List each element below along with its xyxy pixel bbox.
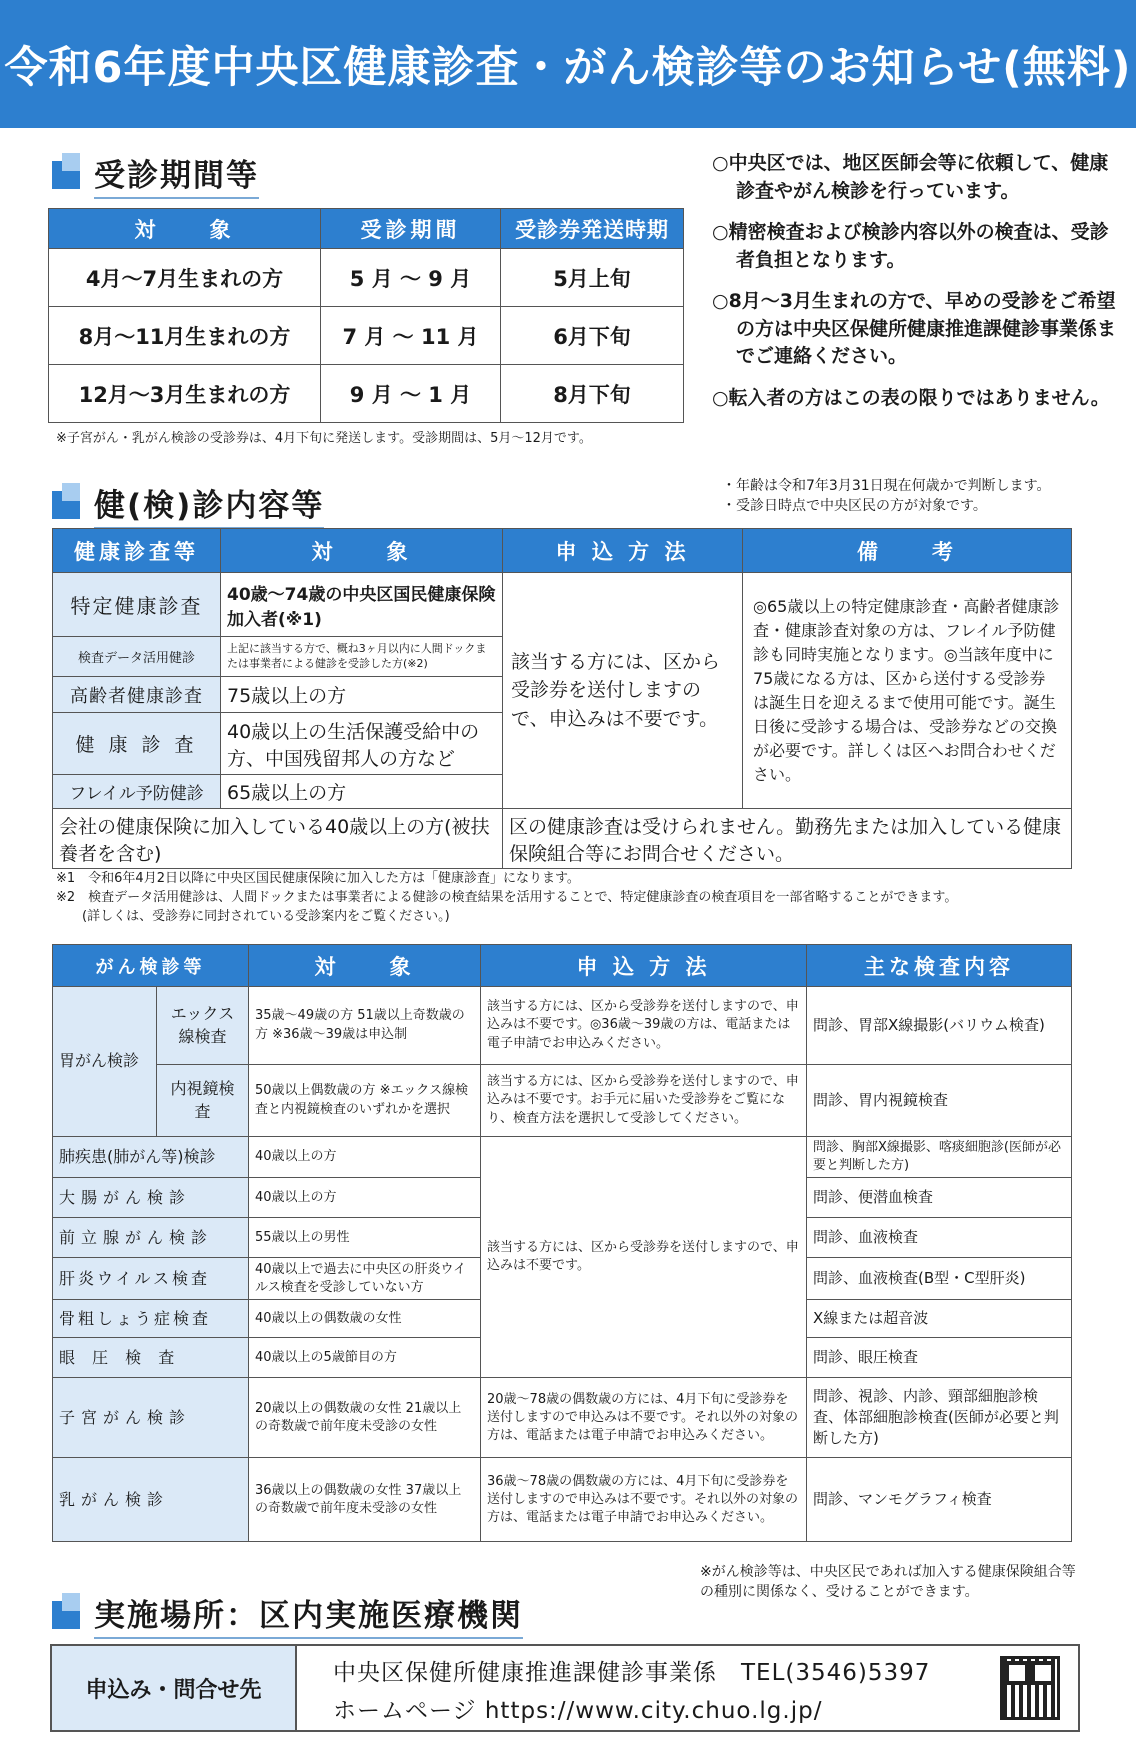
table-row: 12月～3月生まれの方 9 月 ～ 1 月 8月下旬 [49, 365, 684, 423]
table-row: 4月～7月生まれの方 5 月 ～ 9 月 5月上旬 [49, 249, 684, 307]
section-marker-icon [52, 1601, 80, 1629]
page-title: 令和6年度中央区健康診査・がん検診等のお知らせ(無料) [4, 42, 1132, 93]
exam-remarks: ◎65歳以上の特定健康診査・高齢者健康診査・健康診査対象の方は、フレイル予防健診も同時実施となります。◎当該年度中に75歳になる方は、区から送付する受診券は誕生日を迎えるまで使用可能です。誕生日後に受診する場合は、受診券などの交換が必要です。詳しくは区へお問合わせください。 [743, 573, 1072, 809]
table-row: 胃がん検診 エックス線検査 35歳～49歳の方 51歳以上奇数歳の方 ※36歳～39歳は申込制 該当する方には、区から受診券を送付しますので、申込みは不要です。◎36歳～39歳の方は、電話または電子申請でお申込みください。 問診、胃部X線撮影(バリウム検査) [53, 987, 1072, 1065]
section-marker-icon [52, 161, 80, 189]
table-row: 健 康 診 査 40歳以上の生活保護受給中の方、中国残留邦人の方など [53, 713, 1072, 775]
qr-code-icon[interactable] [1000, 1656, 1060, 1720]
info-item: ○精密検査および検診内容以外の検査は、受診者負担となります。 [712, 221, 1109, 271]
col-target: 対 象 [49, 209, 321, 249]
table-row: 前立腺がん検診 55歳以上の男性 問診、血液検査 [53, 1218, 1072, 1258]
section-marker-icon [52, 491, 80, 519]
table-row: 会社の健康保険に加入している40歳以上の方(被扶養者を含む) 区の健康診査は受けられません。勤務先または加入している健康保険組合等にお問合せください。 [53, 809, 1072, 869]
cancer-note: ※がん検診等は、中央区民であれば加入する健康保険組合等の種別に関係なく、受けることができます。 [700, 1564, 1076, 1601]
col-period: 受診期間 [321, 209, 501, 249]
table-row: 8月～11月生まれの方 7 月 ～ 11 月 6月下旬 [49, 307, 684, 365]
col-issue: 受診券発送時期 [501, 209, 684, 249]
homepage-link[interactable]: ホームページ https://www.city.chuo.lg.jp/ [333, 1698, 823, 1724]
info-item: ○転入者の方はこの表の限りではありません。 [712, 386, 1110, 409]
exam-method: 該当する方には、区から受診券を送付しますので、申込みは不要です。 [503, 573, 743, 809]
table-row: 大腸がん検診 40歳以上の方 問診、便潜血検査 [53, 1178, 1072, 1218]
table-row: 検査データ活用健診 上記に該当する方で、概ね3ヶ月以内に人間ドックまたは事業者による健診を受診した方(※2) [53, 637, 1072, 677]
contact-box [50, 1644, 1080, 1732]
info-item: ○8月～3月生まれの方で、早めの受診をご希望の方は中央区保健所健康推進課健診事業係までご連絡ください。 [712, 290, 1117, 368]
cancer-table: がん検診等 対 象 申 込 方 法 主な検査内容 胃がん検診 エックス線検査 35歳～49歳の方 51歳以上奇数歳の方 ※36歳～39歳は申込制 該当する方には、区から受診券を送付しますので、申込みは不要です。◎36歳～39歳の方は、電話または電子申請でお申込みください。 問診、胃部X線撮影(バリウム検査) 内視鏡検査 50歳以上偶数歳の方 ※エックス線検査と内視鏡検査のいずれかを選択 該当する方には、区から受診券を送付しますので、申込みは不要です。お手元に届いた受診券をご覧になり、検査方法を選択して受診してください。 問診、胃内視鏡検査 肺疾患(肺がん等)検診 40歳以上の方 該当する方には、区から受診券を送付しますので、申込みは不要です。 問診、胸部X線撮影、喀痰細胞診(医師が必要と判断した方) 大腸がん検診 40歳以上の方 問診、便潜血検査 前立腺がん検診 55歳以上の男性 問診、血液検査 肝炎ウイルス検査 40歳以上で過去に中央区の肝炎ウイルス検査を受診していない方 問診、血液検査(B型・C型肝炎) 骨粗しょう症検査 40歳以上の偶数歳の女性 X線または超音波 眼 圧 検 査 40歳以上の5歳節目の方 問診、眼圧検査 子宮がん検診 20歳以上の偶数歳の女性 21歳以上の奇数歳で前年度未受診の女性 20歳～78歳の偶数歳の方には、4月下旬に受診券を送付しますので申込みは不要です。それ以外の対象の方は、電話または電子申請でお申込みください。 問診、視診、内診、頸部細胞診検査、体部細胞診検査(医師が必要と判断した方) 乳がん検診 36歳以上の偶数歳の女性 37歳以上の奇数歳で前年度未受診の女性 36歳～78歳の偶数歳の方には、4月下旬に受診券を送付しますので申込みは不要です。それ以外の対象の方は、電話または電子申請でお申込みください。 問診、マンモグラフィ検査 [52, 944, 1072, 1542]
exam-footnotes: ※1 令和6年4月2日以降に中央区国民健康保険に加入した方は「健康診査」になります。 ※2 検査データ活用健診は、人間ドックまたは事業者による健診の検査結果を活用することで、特定健康診査の検査項目を一部省略することができます。 (詳しくは、受診券に同封されている受診案内をご覧ください。) [56, 871, 958, 924]
table-row: 特定健康診査 40歳～74歳の中央区国民健康保険加入者(※1) 該当する方には、区から受診券を送付しますので、申込みは不要です。 ◎65歳以上の特定健康診査・高齢者健康診査・健康診査対象の方は、フレイル予防健診も同時実施となります。◎当該年度中に75歳になる方は、区から送付する受診券は誕生日を迎えるまで使用可能です。誕生日後に受診する場合は、受診券などの交換が必要です。詳しくは区へお問合わせください。 [53, 573, 1072, 637]
exam-side-notes: ・年齢は令和7年3月31日現在何歳かで判断します。 ・受診日時点で中央区民の方が対象です。 [722, 478, 1051, 515]
venue-heading: 実施場所：区内実施医療機関 [52, 1590, 523, 1639]
exam-table: 健康診査等 対 象 申 込 方 法 備 考 特定健康診査 40歳～74歳の中央区国民健康保険加入者(※1) 該当する方には、区から受診券を送付しますので、申込みは不要です。 ◎65歳以上の特定健康診査・高齢者健康診査・健康診査対象の方は、フレイル予防健診も同時実施となります。◎当該年度中に75歳になる方は、区から送付する受診券は誕生日を迎えるまで使用可能です。誕生日後に受診する場合は、受診券などの交換が必要です。詳しくは区へお問合わせください。 検査データ活用健診 上記に該当する方で、概ね3ヶ月以内に人間ドックまたは事業者による健診を受診した方(※2) 高齢者健康診査 75歳以上の方 健 康 診 査 40歳以上の生活保護受給中の方、中国残留邦人の方など フレイル予防健診 65歳以上の方 会社の健康保険に加入している40歳以上の方(被扶養者を含む) 区の健康診査は受けられません。勤務先または加入している健康保険組合等にお問合せください。 [52, 528, 1072, 869]
title-banner [0, 0, 1136, 128]
table-row: 骨粗しょう症検査 40歳以上の偶数歳の女性 X線または超音波 [53, 1300, 1072, 1338]
table-row: 肺疾患(肺がん等)検診 40歳以上の方 該当する方には、区から受診券を送付しますので、申込みは不要です。 問診、胸部X線撮影、喀痰細胞診(医師が必要と判断した方) [53, 1137, 1072, 1178]
table-row: 肝炎ウイルス検査 40歳以上で過去に中央区の肝炎ウイルス検査を受診していない方 問診、血液検査(B型・C型肝炎) [53, 1258, 1072, 1300]
table-row: 子宮がん検診 20歳以上の偶数歳の女性 21歳以上の奇数歳で前年度未受診の女性 20歳～78歳の偶数歳の方には、4月下旬に受診券を送付しますので申込みは不要です。それ以外の対象の方は、電話または電子申請でお申込みください。 問診、視診、内診、頸部細胞診検査、体部細胞診検査(医師が必要と判断した方) [53, 1378, 1072, 1458]
info-list [712, 150, 1122, 426]
cancer-shared-method: 該当する方には、区から受診券を送付しますので、申込みは不要です。 [481, 1137, 807, 1378]
contact-phone: 中央区保健所健康推進課健診事業係 TEL(3546)5397 [333, 1660, 931, 1686]
table-row: 内視鏡検査 50歳以上偶数歳の方 ※エックス線検査と内視鏡検査のいずれかを選択 該当する方には、区から受診券を送付しますので、申込みは不要です。お手元に届いた受診券をご覧になり、検査方法を選択して受診してください。 問診、胃内視鏡検査 [53, 1065, 1072, 1137]
exam-heading: 健(検)診内容等 [52, 480, 324, 529]
info-item: ○中央区では、地区医師会等に依頼して、健康診査やがん検診を行っています。 [712, 152, 1109, 202]
table-row: 眼 圧 検 査 40歳以上の5歳節目の方 問診、眼圧検査 [53, 1338, 1072, 1378]
table-row: 乳がん検診 36歳以上の偶数歳の女性 37歳以上の奇数歳で前年度未受診の女性 36歳～78歳の偶数歳の方には、4月下旬に受診券を送付しますので申込みは不要です。それ以外の対象の方は、電話または電子申請でお申込みください。 問診、マンモグラフィ検査 [53, 1458, 1072, 1542]
period-heading: 受診期間等 [52, 150, 259, 199]
contact-label: 申込み・問合せ先 [52, 1646, 297, 1730]
period-note: ※子宮がん・乳がん検診の受診券は、4月下旬に発送します。受診期間は、5月～12月です。 [56, 431, 592, 446]
table-row: 高齢者健康診査 75歳以上の方 [53, 677, 1072, 713]
period-table [48, 208, 684, 423]
table-row: フレイル予防健診 65歳以上の方 [53, 775, 1072, 809]
